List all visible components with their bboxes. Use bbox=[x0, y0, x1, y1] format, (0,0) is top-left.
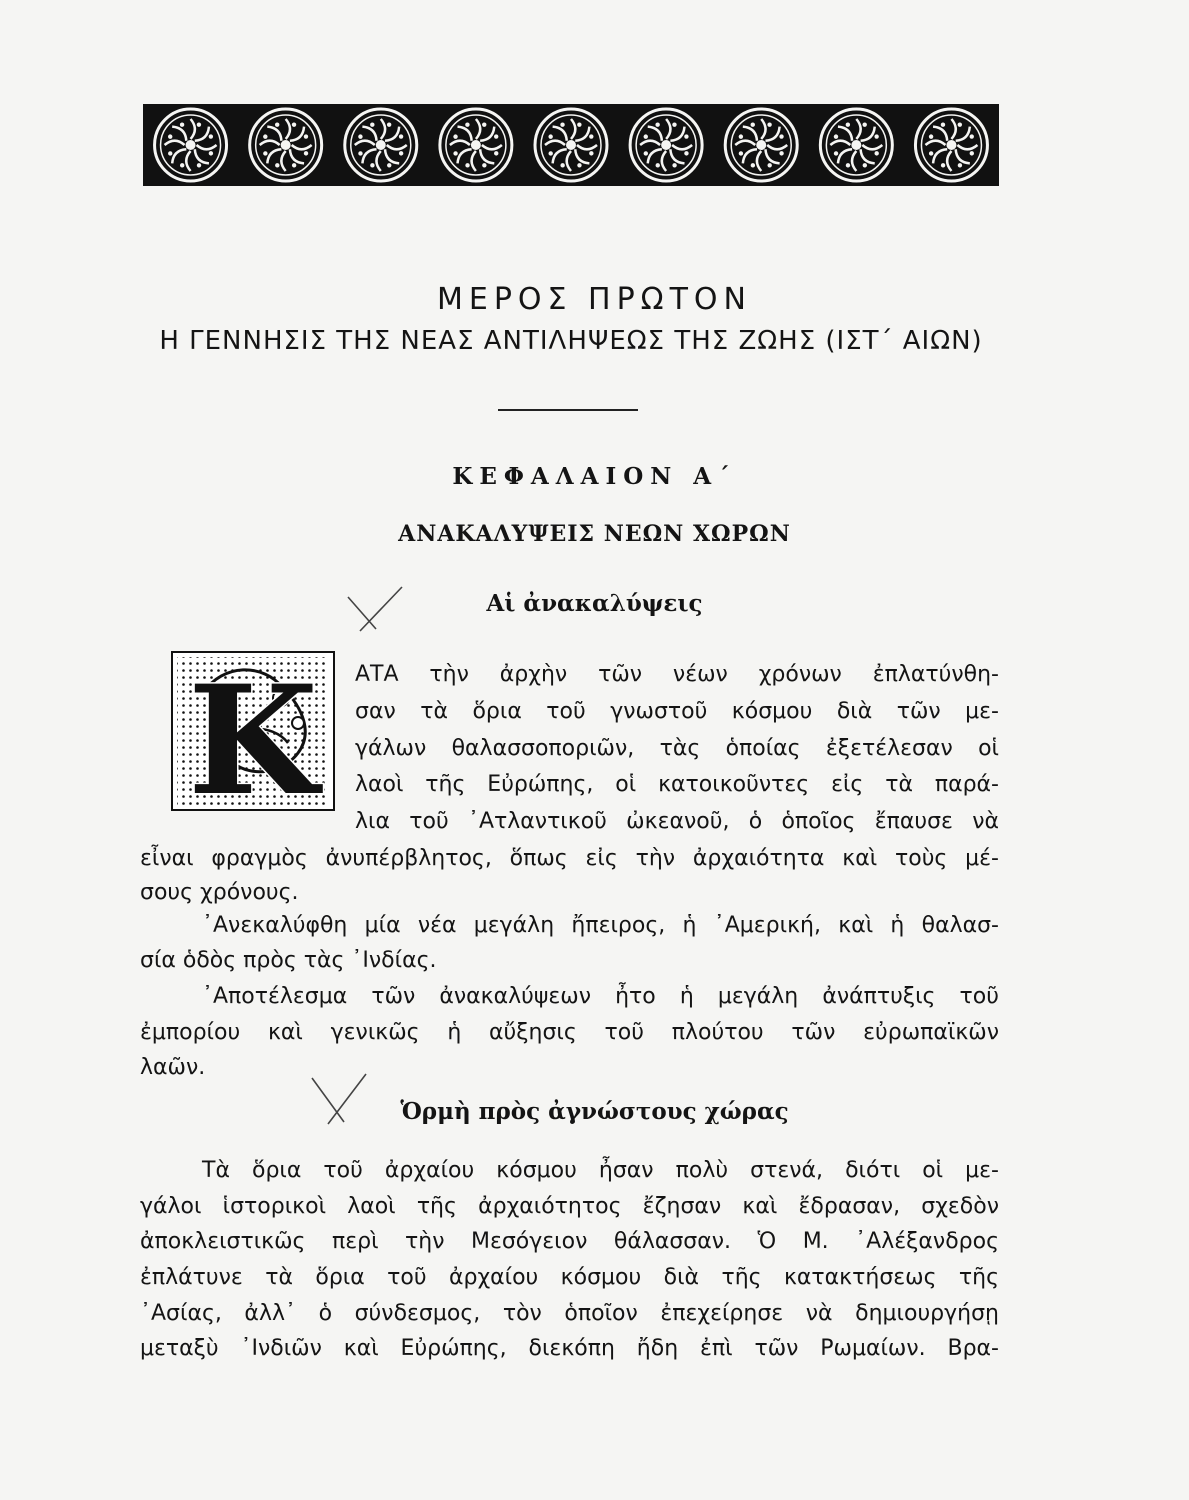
text-line: σαν τὰ ὅρια τοῦ γνωστοῦ κόσμου διὰ τῶν με- bbox=[355, 699, 999, 724]
part-subtitle: Η ΓΕΝΝΗΣΙΣ ΤΗΣ ΝΕΑΣ ΑΝΤΙΛΗΨΕΩΣ ΤΗΣ ΖΩΗΣ (ΙΣΤ΄ ΑΙΩΝ) bbox=[159, 326, 983, 356]
text-line: σία ὁδὸς πρὸς τὰς ᾿Ινδίας. bbox=[140, 948, 437, 973]
text-line: Τὰ ὅρια τοῦ ἀρχαίου κόσμου ἦσαν πολὺ στενά, διότι οἱ με- bbox=[202, 1158, 999, 1183]
decorated-initial-icon bbox=[173, 653, 333, 809]
text-line: σους χρόνους. bbox=[140, 880, 299, 905]
rosette bbox=[440, 109, 512, 181]
divider bbox=[498, 409, 638, 411]
rosette bbox=[345, 109, 417, 181]
text-line: ἐπλάτυνε τὰ ὅρια τοῦ ἀρχαίου κόσμου διὰ τῆς κατακτήσεως τῆς bbox=[140, 1265, 999, 1290]
rosette bbox=[155, 109, 227, 181]
text-line: λαῶν. bbox=[140, 1055, 206, 1080]
drop-cap bbox=[171, 651, 335, 811]
text-line: ᾿Ανεκαλύφθη μία νέα μεγάλη ἤπειρος, ἡ ᾿Αμερική, καὶ ἡ θαλασ- bbox=[202, 913, 999, 938]
chapter-label: ΚΕΦΑΛΑΙΟΝ Α΄ bbox=[452, 463, 737, 490]
rosette bbox=[725, 109, 797, 181]
rosette bbox=[535, 109, 607, 181]
text-line: ᾿Αποτέλεσμα τῶν ἀνακαλύψεων ἦτο ἡ μεγάλη ἀνάπτυξις τοῦ bbox=[202, 984, 999, 1009]
text-line: λαοὶ τῆς Εὐρώπης, οἱ κατοικοῦντες εἰς τὰ παρά- bbox=[355, 772, 999, 797]
text-line: ΑΤΑ τὴν ἀρχὴν τῶν νέων χρόνων ἐπλατύνθη- bbox=[355, 662, 999, 687]
text-line: γάλων θαλασσοποριῶν, τὰς ὁποίας ἐξετέλεσαν οἱ bbox=[355, 736, 999, 761]
chapter-title: ΑΝΑΚΑΛΥΨΕΙΣ ΝΕΩΝ ΧΩΡΩΝ bbox=[398, 521, 791, 547]
text-line: γάλοι ἱστορικοὶ λαοὶ τῆς ἀρχαιότητος ἔζησαν καὶ ἔδρασαν, σχεδὸν bbox=[140, 1194, 999, 1219]
text-line: μεταξὺ ᾿Ινδιῶν καὶ Εὐρώπης, διεκόπη ἤδη ἐπὶ τῶν Ρωμαίων. Βρα- bbox=[140, 1336, 999, 1361]
text-line: λια τοῦ ᾿Ατλαντικοῦ ὠκεανοῦ, ὁ ὁποῖος ἔπαυσε νὰ bbox=[355, 809, 999, 834]
ornament-band bbox=[143, 104, 999, 186]
rosette-ornament-icon bbox=[143, 104, 999, 186]
section-heading-discoveries: Αἱ ἀνακαλύψεις bbox=[486, 590, 703, 617]
part-title: ΜΕΡΟΣ ΠΡΩΤΟΝ bbox=[437, 282, 752, 317]
text-line: ᾿Ασίας, ἀλλ᾿ ὁ σύνδεσμος, τὸν ὁποῖον ἐπεχείρησε νὰ δημιουργήσῃ bbox=[140, 1301, 999, 1326]
pencil-mark-icon bbox=[346, 585, 406, 635]
rosette bbox=[630, 109, 702, 181]
text-line: εἶναι φραγμὸς ἀνυπέρβλητος, ὅπως εἰς τὴν ἀρχαιότητα καὶ τοὺς μέ- bbox=[140, 846, 999, 871]
text-line: ἀποκλειστικῶς περὶ τὴν Μεσόγειον θάλασσαν. Ὁ Μ. ᾿Αλέξανδρος bbox=[140, 1229, 999, 1254]
rosette bbox=[915, 109, 987, 181]
rosette bbox=[820, 109, 892, 181]
rosette bbox=[250, 109, 322, 181]
section-heading-unknown-lands: Ὁρμὴ πρὸς ἀγνώστους χώρας bbox=[400, 1098, 789, 1125]
text-line: ἐμπορίου καὶ γενικῶς ἡ αὔξησις τοῦ πλούτου τῶν εὐρωπαϊκῶν bbox=[140, 1020, 999, 1045]
pencil-mark-icon bbox=[308, 1068, 368, 1128]
drop-cap-letter: Κ bbox=[187, 653, 319, 809]
